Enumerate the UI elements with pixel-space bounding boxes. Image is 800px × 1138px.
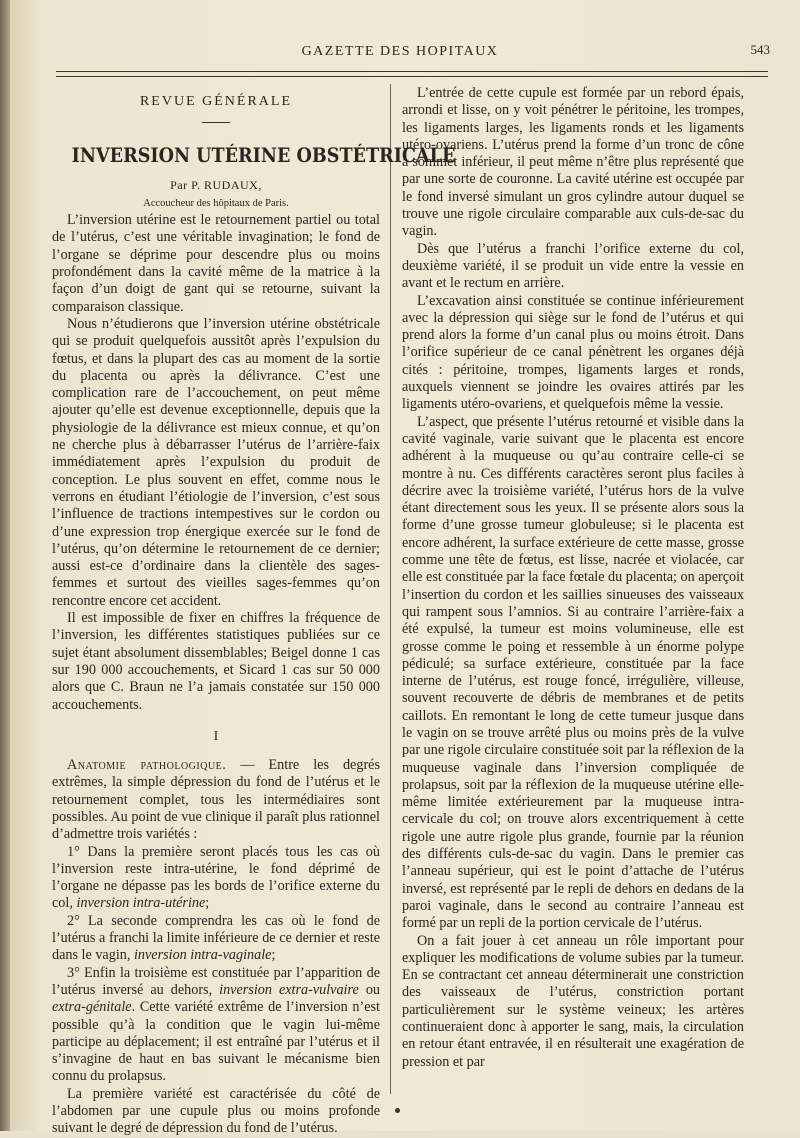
item-end: ; bbox=[271, 947, 276, 964]
item-end: ; bbox=[205, 895, 210, 912]
print-mark bbox=[395, 1108, 400, 1113]
paragraph-anatomy bbox=[52, 757, 380, 843]
running-title: GAZETTE DES HOPITAUX bbox=[301, 44, 499, 59]
item-term: inversion intra-utérine bbox=[76, 895, 206, 912]
item-term: inversion intra-vaginale bbox=[133, 947, 272, 964]
article-title: INVERSION UTÉRINE OBSTÉTRICALE bbox=[71, 143, 456, 168]
section-title: REVUE GÉNÉRALE bbox=[139, 94, 293, 109]
header-rule-double bbox=[56, 76, 768, 77]
paragraph-definition: L’inversion utérine est le retournement partiel ou total de l’utérus, c’est une véritable invagination; le fond de l’organe se déprime pour descendre plus ou moins profondément dans la cavité même de la matrice à la façon d’un doigt de gant qui se retourne, suivant la comparaison classique. bbox=[52, 212, 380, 315]
header-rule bbox=[56, 71, 768, 72]
left-column bbox=[52, 85, 456, 1138]
list-item-second-variety bbox=[52, 913, 380, 965]
paragraph-cupule: L’entrée de cette cupule est formée par un rebord épais, arrondi et lisse, on y voit pénétrer le péritoine, les trompes, les ligaments larges, les ligaments ronds et les ligaments utéro-ovariens. L’utérus prend la forme d’un tronc de cône à sommet inférieur, il peut même n’être plus représenté que par une sorte de couronne. La cavité utérine est occupée par le fond inversé simulant un gros cylindre autour duquel se trouve une rigole circulaire comparable aux culs-de-sac du vagin. bbox=[402, 85, 744, 240]
item-term: extra-génitale bbox=[52, 999, 132, 1016]
list-item-first-variety bbox=[52, 844, 380, 913]
paragraph-ring: On a fait jouer à cet anneau un rôle important pour expliquer les modifications de volume subies par la tumeur. En se contractant cet anneau déterminerait une constriction des vaisseaux de l’utérus, constriction portant particulièrement sur le système veineux; les artères continueraient donc à apporter le sang, mais, la circulation en retour étant entravée, il en résulterait une exagération de pression et par bbox=[402, 932, 744, 1070]
list-item-third-variety bbox=[52, 965, 380, 1086]
item-text: 1° Dans la première seront placés tous les cas où l’inversion reste intra-utérine, le fond déprimé de l’organe ne dépasse pas les bords de l’orifice externe du col, bbox=[52, 843, 380, 912]
anatomy-lead: Anatomie pathologique. bbox=[67, 757, 227, 774]
author-byline: Par P. RUDAUX, bbox=[170, 177, 262, 192]
paragraph-scope: Nous n’étudierons que l’inversion utérine obstétricale qui se produit quelquefois aussitôt après l’expulsion du fœtus, et dans la plupart des cas au moment de la sortie du placenta ou après la délivrance. C’est une complication rare de l’accouchement, on peut même ajouter qu’elle est devenue exceptionnelle, depuis que la physiologie de la délivrance est mieux connue, et qu’on ne cherche plus à débarrasser l’utérus de l’arrière-faix immédiatement après l’expulsion du produit de conception. Le plus souvent en effet, comme nous le verrons en étudiant l’étiologie de l’inversion, c’est sous l’influence de tractions intempestives sur le cordon ou d’une expression trop énergique exercée sur le fond de l’utérus, qu’on détermine le retournement de ce dernier; aussi est-ce d’ordinaire dans la clientèle des sages-femmes et surtout des vieilles sages-femmes qu’on rencontre encore cet accident. bbox=[52, 315, 380, 609]
column-divider bbox=[390, 84, 391, 1094]
right-column bbox=[402, 85, 744, 1071]
item-text: 3° Enfin la troisième est constituée par l’apparition de l’utérus inversé au dehors, bbox=[52, 964, 380, 998]
paragraph-second-variety: Dès que l’utérus a franchi l’orifice externe du col, deuxième variété, il se produit un vide entre la vessie en avant et le rectum en arrière. bbox=[402, 240, 744, 292]
item-term: inversion extra-vulvaire bbox=[219, 981, 359, 998]
paragraph-first-variety: La première variété est caractérisée du côté de l’abdomen par une cupule plus ou moins profonde suivant le degré de dépression du fond de l’utérus. bbox=[52, 1085, 380, 1137]
page-number: 543 bbox=[750, 42, 770, 57]
section-numeral: I bbox=[213, 728, 219, 744]
page-binding-edge bbox=[0, 0, 10, 1131]
title-separator bbox=[202, 122, 230, 123]
author-role: Accoucheur des hôpitaux de Paris. bbox=[143, 197, 289, 209]
item-text: . Cette variété extrême de l’inversion n’est possible qu’à la condition que le vagin lui-même participe au déplacement; il est entraîné par l’utérus et il s’invagine de haut en bas suivant le mécanisme bien connu du prolapsus. bbox=[52, 999, 380, 1085]
anatomy-text: — Entre les degrés extrêmes, la simple dépression du fond de l’utérus et le retournement complet, tous les intermédiaires sont possibles. Au point de vue clinique il paraît plus rationnel d’admettre trois variétés : bbox=[52, 757, 380, 843]
paragraph-excavation: L’excavation ainsi constituée se continue inférieurement avec la dépression qui siège sur le fond de l’utérus et qui prend alors la forme d’un canal plus ou moins étroit. Dans l’orifice supérieur de ce canal pénètrent les organes déjà cités : péritoine, trompes, ligaments larges et ronds, auxquels viennent se joindre les ovaires attirés par les ligaments utéro-ovariens, et quelquefois même la vessie. bbox=[402, 292, 744, 413]
item-text: 2° La seconde comprendra les cas où le fond de l’utérus a franchi la limite inférieure de ce dernier et reste dans le vagin, bbox=[52, 912, 380, 964]
paragraph-frequency: Il est impossible de fixer en chiffres la fréquence de l’inversion, les différentes statistiques publiées sur ce sujet étant absolument dissemblables; Beigel donne 1 cas sur 190 000 accouchements, et Sicard 1 cas sur 50 000 alors que C. Braun ne l’a jamais constatée sur 150 000 accouchements. bbox=[52, 610, 380, 713]
item-text: ou bbox=[358, 981, 380, 998]
paragraph-aspect: L’aspect, que présente l’utérus retourné et visible dans la cavité vaginale, varie suivant que le placenta est encore adhérent à la muqueuse ou qu’au contraire celle-ci se montre à nu. Ces différents caractères seront plus faciles à décrire avec la troisième variété, l’utérus hors de la vulve étant directement sous les yeux. Il se présente alors sous la forme d’une grosse tumeur globuleuse; si le placenta est encore adhérent, la surface extérieure de cette masse, grosse comme une tête de fœtus, est lisse, nacrée et violacée, car elle est constituée par la face fœtale du placenta; on aperçoit l’insertion du cordon et les saillies sinueuses des vaisseaux qui rampent sous l’amnios. Si au contraire l’arrière-faix a été expulsé, la tumeur est moins volumineuse, elle est grosse comme le poing et ressemble à un énorme polype pédiculé; sa surface extérieure, constituée par la face interne de l’utérus, est rouge foncé, irrégulière, villeuse, souvent recouverte de débris de membranes et de petits caillots. En remontant le long de cette tumeur jusque dans le vagin on se trouve arrêté plus ou moins près de la vulve par une rigole circulaire constituée soit par la réflexion de la muqueuse vaginale dans l’inversion compliquée de prolapsus, soit par la réflexion de la muqueuse utérine elle-même limitée extérieurement par la muqueuse intra-cervicale du col; on trouve alors excentriquement à cette rigole une autre rigole plus grande, fournie par la réunion des différents culs-de-sac du vagin. Dans le premier cas l’anneau supérieur, qui est le point d’attache de l’utérus inversé, est représenté par le repli de dehors en dedans de la paroi vaginale, dans le second au contraire l’anneau est formé par un repli de la portion cervicale de l’utérus. bbox=[402, 413, 744, 932]
